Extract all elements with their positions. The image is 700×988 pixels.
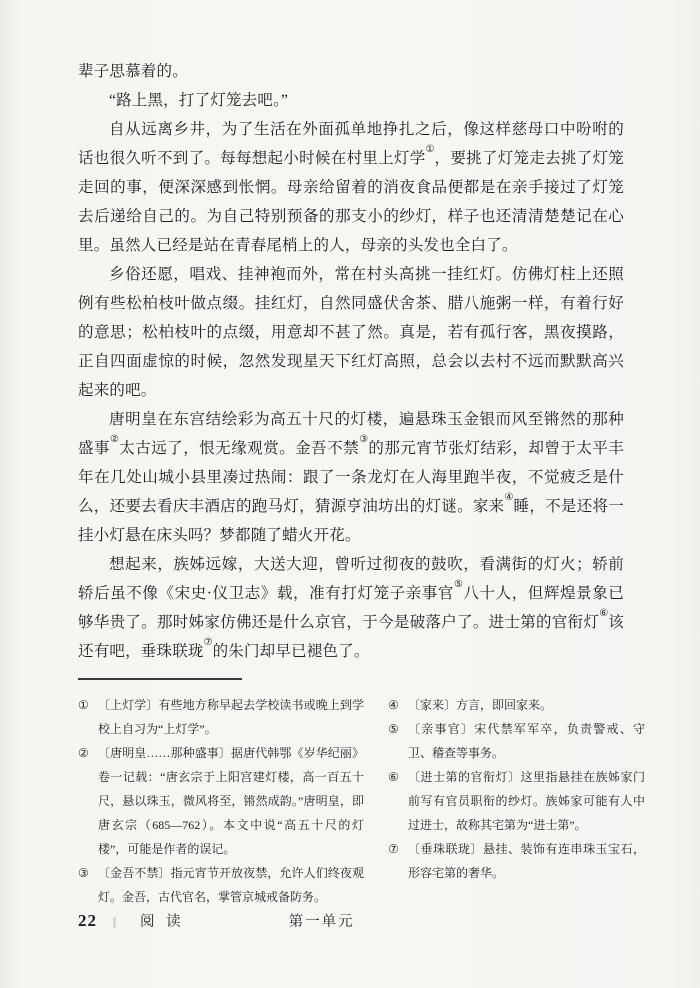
paragraph: 乡俗还愿，唱戏、挂神袍而外，常在村头高挑一挂红灯。仿佛灯柱上还照例有些松柏枝叶做点缀。挂红灯，自然同盛伏舍茶、腊八施粥一样，有着行好的意思；松柏枝叶的点缀，用意却不甚了然。真是，若有孤行客，黑夜摸路，正自四面虚惊的时候，忽然发现星天下红灯高照，总会以去村不远而默默高兴起来的吧。 <box>78 266 624 399</box>
footnote-text: 〔进士第的官衔灯〕这里指悬挂在族姊家门前写有官员职衔的纱灯。族姊家可能有人中过进士，故称其宅第为“进士第”。 <box>408 770 645 832</box>
footnote-text: 〔亲事官〕宋代禁军军卒，负责警戒、守卫、稽查等事务。 <box>408 722 645 760</box>
footnote-marker: ③ <box>78 866 89 880</box>
footnote-item <box>388 717 645 765</box>
paragraph: 唐明皇在东宫结绘彩为高五十尺的灯楼，遍悬珠玉金银而风至锵然的那种盛事②太古远了，恨无缘观赏。金吾不禁③的那元宵节张灯结彩，却曾于太平丰年在几处山城小县里凑过热闹：跟了一条龙灯在人海里跑半夜，不觉疲乏是什么，还要去看庆丰酒店的跑马灯，猜源亨油坊出的灯谜。家来④睡，不是还将一挂小灯悬在床头吗？梦都随了蜡火开花。 <box>78 411 625 544</box>
footnote-ref: ① <box>425 143 435 155</box>
footnote-marker: ⑤ <box>388 722 399 736</box>
paragraph-continuation: 辈子思慕着的。 <box>78 63 188 80</box>
footnote-marker: ⑦ <box>388 842 399 856</box>
footnote-marker: ⑥ <box>388 770 399 784</box>
footnote-separator <box>78 678 242 680</box>
footnotes-block <box>78 693 645 909</box>
paragraph: 自从远离乡井，为了生活在外面孤单地挣扎之后，像这样慈母口中吩咐的话也很久听不到了。每每想起小时候在村里上灯学①，要挑了灯笼走去挑了灯笼走回的事，便深深感到怅惘。母亲给留着的消夜食品便都是在亲手接过了灯笼去后递给自己的。为自己特别预备的那支小的纱灯，样子也还清清楚楚记在心里。虽然人已经是站在青春尾梢上的人，母亲的头发也全白了。 <box>78 121 624 254</box>
footnote-item <box>388 765 645 837</box>
page-footer <box>78 910 645 931</box>
paragraph: 想起来，族姊远嫁，大送大迎，曾听过彻夜的鼓吹，看满街的灯火；轿前轿后虽不像《宋史·仪卫志》载，准有打灯笼子亲事官⑤八十人，但辉煌景象已够华贵了。那时姊家仿佛还是什么京官，于今是破落户了。进士第的官衔灯⑥该还有吧，垂珠联珑⑦的朱门却早已褪色了。 <box>78 556 624 660</box>
footnote-ref: ③ <box>359 433 369 445</box>
footnote-marker: ④ <box>388 698 399 712</box>
footnote-ref: ④ <box>504 491 514 503</box>
footnote-ref: ⑤ <box>454 578 464 590</box>
article-body <box>78 57 624 666</box>
footnote-text: 〔金吾不禁〕指元宵节开放夜禁，允许人们终夜观灯。金吾，古代官名，掌管京城戒备防务。 <box>98 866 364 904</box>
footnote-item <box>388 837 645 885</box>
footnote-item <box>388 693 645 717</box>
footnote-text: 〔上灯学〕有些地方称早起去学校读书或晚上到学校上自习为“上灯学”。 <box>98 698 364 736</box>
unit-label: 第一单元 <box>288 914 355 930</box>
footnote-column-right <box>388 693 645 909</box>
footnote-text: 〔家来〕方言，即回家来。 <box>408 698 553 712</box>
footer-mark-decoration <box>113 917 116 928</box>
footnote-item <box>78 693 364 741</box>
footnote-ref: ⑦ <box>203 636 213 648</box>
footnote-text: 〔唐明皇……那种盛事〕据唐代韩鄂《岁华纪丽》卷一记载：“唐玄宗于上阳宫建灯楼，高一百五十尺，悬以珠玉，微风将至，锵然成韵。”唐明皇，即唐玄宗（685—762）。本文中说“高五十尺的灯楼”，可能是作者的误记。 <box>98 746 364 856</box>
footnote-marker: ② <box>78 746 89 760</box>
footnote-ref: ⑥ <box>599 607 609 619</box>
paragraph-quote: “路上黑，打了灯笼去吧。” <box>109 92 289 109</box>
page-number: 22 <box>78 910 97 930</box>
footnote-marker: ① <box>78 698 89 712</box>
footnote-item <box>78 861 364 909</box>
footnote-ref: ② <box>110 433 120 445</box>
footnote-text: 〔垂珠联珑〕悬挂、装饰有连串珠玉宝石，形容宅第的奢华。 <box>408 842 645 880</box>
section-label: 阅 读 <box>140 914 185 930</box>
footnote-column-left <box>78 693 364 909</box>
footnote-item <box>78 741 364 861</box>
